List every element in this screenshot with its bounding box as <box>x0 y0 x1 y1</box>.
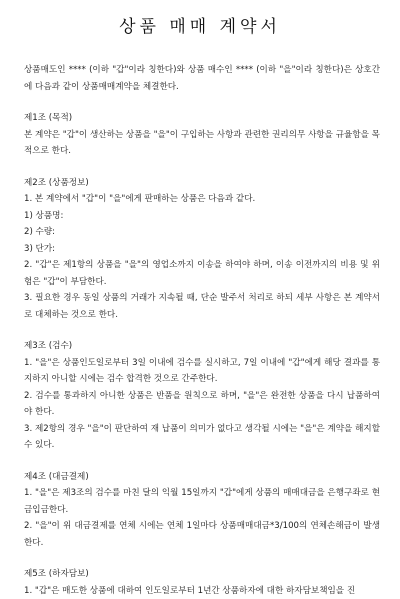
article-clause: 본 계약은 "갑"이 생산하는 상품을 "을"이 구입하는 사항과 관련한 권리의무 사항을 규율함을 목적으로 한다. <box>24 127 380 160</box>
article-clause: 1. "을"은 상품인도일로부터 3일 이내에 검수를 실시하고, 7일 이내에 "갑"에게 해당 결과를 통지하지 아니할 시에는 검수 합격한 것으로 간주한다. <box>24 355 380 388</box>
article-section <box>24 566 380 599</box>
article-clause: 2. 검수를 통과하지 아니한 상품은 반품을 원칙으로 하며, "을"은 완전한 상품을 다시 납품하여야 한다. <box>24 388 380 421</box>
article-clause: 3. 제2항의 경우 "을"이 판단하여 재 납품이 의미가 없다고 생각될 시에는 "을"은 계약을 해지할 수 있다. <box>24 421 380 454</box>
article-heading: 제3조 (검수) <box>24 338 380 355</box>
article-heading: 제5조 (하자담보) <box>24 566 380 583</box>
article-section <box>24 469 380 552</box>
article-clause: 1. "을"은 제3조의 검수를 마친 달의 익월 15일까지 "갑"에게 상품의 매매대금을 은행구좌로 현금입금한다. <box>24 485 380 518</box>
article-clause: 1. "갑"은 매도한 상품에 대하여 인도일로부터 1년간 상품하자에 대한 하자담보책임을 진 <box>24 583 380 599</box>
article-section <box>24 175 380 324</box>
article-heading: 제1조 (목적) <box>24 110 380 127</box>
article-clause: 3) 단가: <box>24 241 380 258</box>
article-clause: 2) 수량: <box>24 224 380 241</box>
article-clause: 3. 필요한 경우 동일 상품의 거래가 지속될 때, 단순 발주서 처리로 하되 세부 사항은 본 계약서로 대체하는 것으로 한다. <box>24 290 380 323</box>
document-title: 상품 매매 계약서 <box>0 12 400 37</box>
article-clause: 1) 상품명: <box>24 208 380 225</box>
intro-paragraph: 상품매도인 **** (이하 "갑"이라 칭한다)와 상품 매수인 **** (이하 "을"이라 칭한다)은 상호간에 다음과 같이 상품매매계약을 체결한다. <box>24 62 380 95</box>
article-heading: 제4조 (대금결제) <box>24 469 380 486</box>
article-clause: 2. "을"이 위 대금결제를 연체 시에는 연체 1일마다 상품매매대금*3/100의 연체손해금이 발생한다. <box>24 518 380 551</box>
document-body <box>24 62 380 599</box>
article-clause: 2. "갑"은 제1항의 상품을 "을"의 영업소까지 이송을 하여야 하며, 이송 이전까지의 비용 및 위험은 "갑"이 부담한다. <box>24 257 380 290</box>
articles-list <box>24 110 380 599</box>
article-clause: 1. 본 계약에서 "갑"이 "을"에게 판매하는 상품은 다음과 같다. <box>24 191 380 208</box>
article-section <box>24 338 380 454</box>
article-section <box>24 110 380 160</box>
article-heading: 제2조 (상품정보) <box>24 175 380 192</box>
